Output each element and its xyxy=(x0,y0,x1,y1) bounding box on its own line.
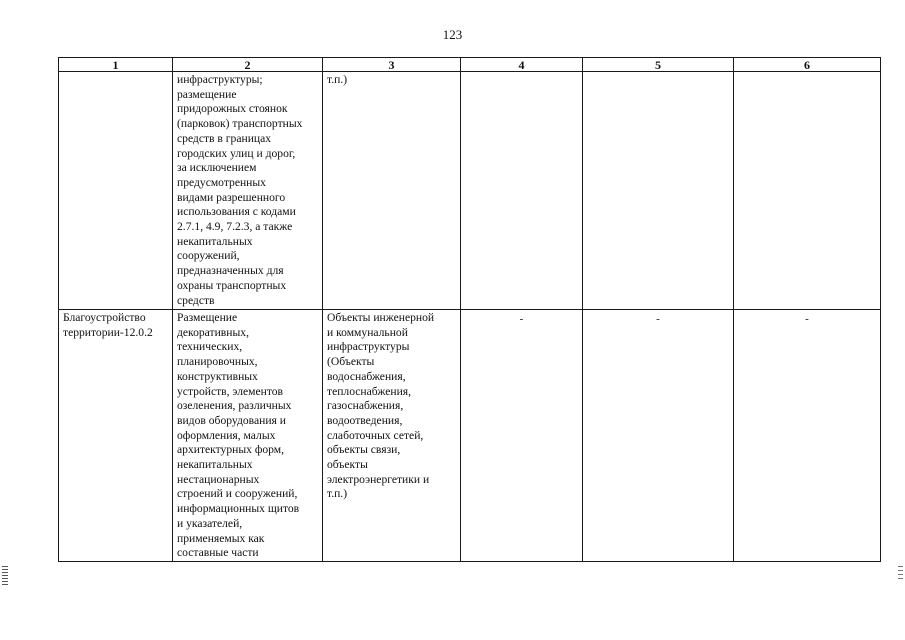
cell-text xyxy=(59,72,172,73)
table-cell xyxy=(583,72,734,310)
dash-value: - xyxy=(805,313,809,325)
cell-text xyxy=(734,72,880,73)
cell-text xyxy=(583,72,733,73)
column-header-3: 3 xyxy=(323,58,461,72)
table-row-landscaping xyxy=(59,310,881,562)
table-cell xyxy=(173,72,323,310)
table-row-continued xyxy=(59,72,881,310)
use-type-description: Размещение декоративных, технических, планировочных, конструктивных устройств, элементов озеленения, различных видов оборудования и оформления, малых архитектурных форм, некапитальных нестационарных строений и сооружений, информационных щитов и указателей, применяемых как составные части xyxy=(177,311,300,560)
table-header-row xyxy=(59,58,881,72)
land-use-table xyxy=(58,57,881,562)
dash-value: - xyxy=(656,313,660,325)
table-cell xyxy=(583,310,734,562)
binding-margin-mark xyxy=(2,566,8,587)
cell-text: т.п.) xyxy=(327,73,348,86)
column-header-2: 2 xyxy=(173,58,323,72)
column-header-6: 6 xyxy=(734,58,881,72)
table-cell xyxy=(173,310,323,562)
page-number: 123 xyxy=(442,27,463,42)
table-cell xyxy=(323,310,461,562)
column-header-4: 4 xyxy=(461,58,583,72)
table-cell xyxy=(461,72,583,310)
table-cell xyxy=(59,72,173,310)
scan-edge-mark xyxy=(898,566,903,582)
auxiliary-objects: Объекты инженерной и коммунальной инфраструктуры (Объекты водоснабжения, теплоснабжения, газоснабжения, водоотведения, слаботочных сетей, объекты связи, объекты электроэнергетики и т.п.) xyxy=(327,311,435,501)
cell-text xyxy=(461,72,582,73)
table-cell xyxy=(323,72,461,310)
table-cell xyxy=(734,72,881,310)
column-header-1: 1 xyxy=(59,58,173,72)
cell-text: инфраструктуры; размещение придорожных стоянок (парковок) транспортных средств в границах городских улиц и дорог, за исключением предусмотренных видами разрешенного использования с кодами 2.7.1, 4.9, 7.2.3, а также некапитальных сооружений, предназначенных для охраны транспортных средств xyxy=(177,73,303,307)
dash-value: - xyxy=(519,313,524,325)
table-cell xyxy=(734,310,881,562)
use-type-name: Благоустройство территории-12.0.2 xyxy=(63,311,153,339)
column-header-5: 5 xyxy=(583,58,734,72)
table-cell xyxy=(461,310,583,562)
table-cell xyxy=(59,310,173,562)
